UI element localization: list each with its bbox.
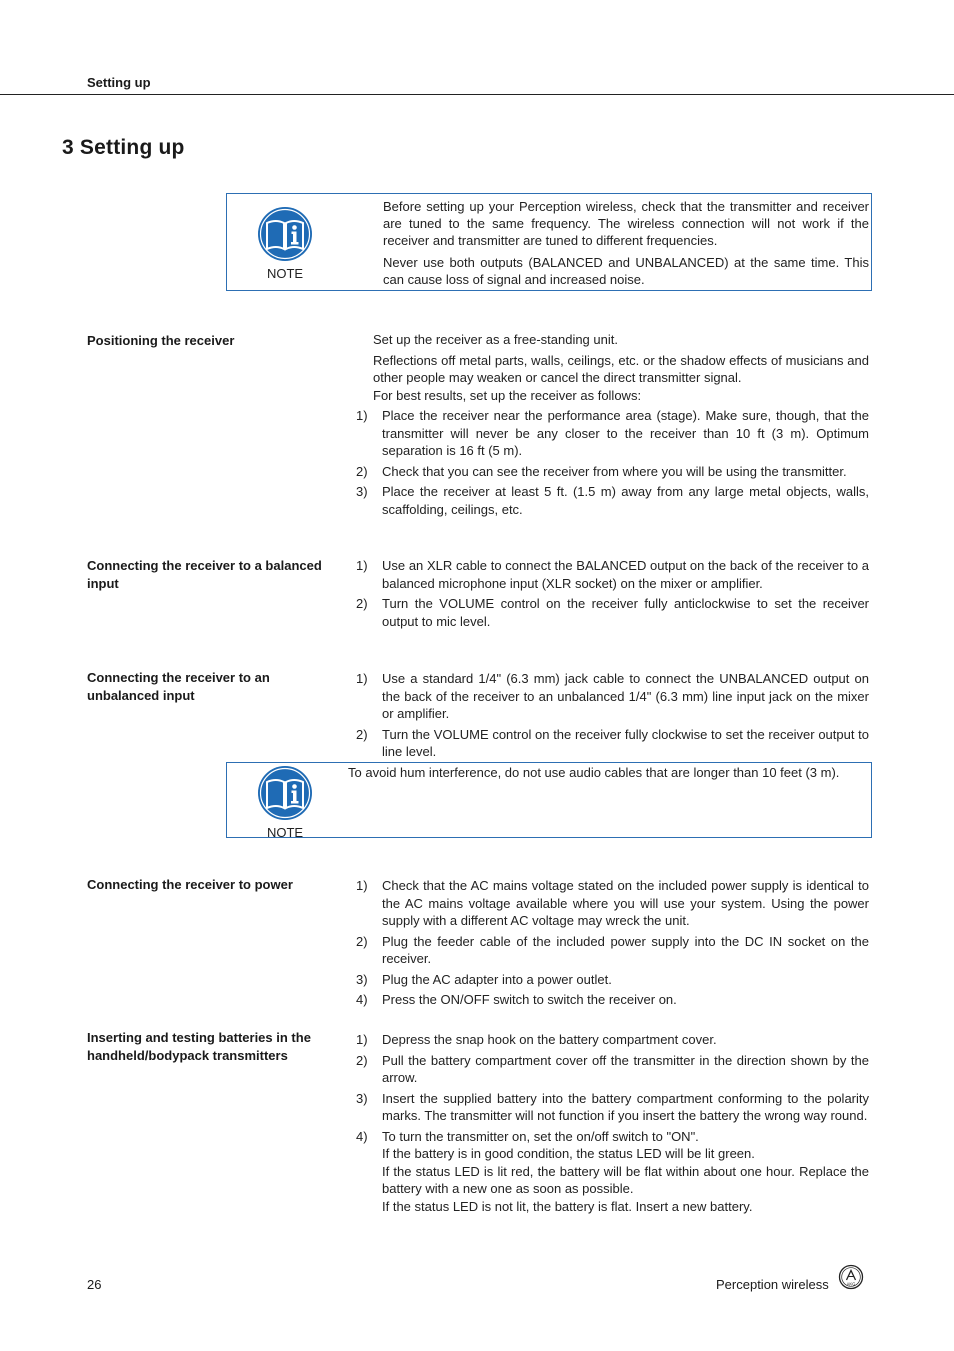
section-label-positioning: Positioning the receiver xyxy=(87,333,235,348)
akg-logo-icon xyxy=(838,1264,864,1290)
step-text: Insert the supplied battery into the battery compartment conforming to the polarity marks. The transmitter will not function if you insert the battery the wrong way round. xyxy=(382,1090,869,1123)
step-detail: If the status LED is lit red, the battery will be flat within about one hour. Replace the battery with a new one as soon as possible. xyxy=(382,1163,869,1196)
page-number: 26 xyxy=(87,1277,102,1292)
step-number: 1) xyxy=(356,878,368,893)
list-item xyxy=(356,407,869,460)
note-box-hum xyxy=(226,762,872,838)
step-text: Turn the VOLUME control on the receiver fully clockwise to set the receiver output to line level. xyxy=(382,726,869,759)
list-item xyxy=(356,557,869,592)
section-label-unbalanced: Connecting the receiver to an unbalanced input xyxy=(87,670,270,703)
step-number: 2) xyxy=(356,596,368,611)
note-box-frequency xyxy=(226,193,872,291)
list-item xyxy=(356,670,869,723)
step-text: Place the receiver at least 5 ft. (1.5 m) away from any large metal objects, walls, scaffolding, ceilings, etc. xyxy=(382,484,869,517)
note-paragraph: Before setting up your Perception wireless, check that the transmitter and receiver are tuned to the same frequency. The wireless connection will not work if the receiver and transmitter are tuned to different frequencies. xyxy=(383,199,869,248)
balanced-steps xyxy=(356,557,869,633)
list-item xyxy=(356,933,869,968)
list-item xyxy=(356,1031,869,1049)
list-item xyxy=(356,463,869,481)
positioning-intro xyxy=(373,331,869,407)
list-item xyxy=(356,726,869,761)
step-detail: If the status LED is not lit, the battery is flat. Insert a new battery. xyxy=(382,1198,753,1214)
positioning-steps xyxy=(356,407,869,521)
list-item xyxy=(356,1090,869,1125)
step-text: Place the receiver near the performance area (stage). Make sure, though, that the transmitter will never be any closer to the receiver than 10 ft (3 m). Optimum separation is 16 ft (5 m). xyxy=(382,408,869,458)
battery-steps xyxy=(356,1031,869,1218)
note-text xyxy=(383,198,869,293)
section-label-balanced: Connecting the receiver to a balanced input xyxy=(87,558,322,591)
unbalanced-steps xyxy=(356,670,869,764)
step-text: Use a standard 1/4" (6.3 mm) jack cable to connect the UNBALANCED output on the back of the receiver to an unbalanced 1/4" (6.3 mm) line input jack on the mixer or amplifier. xyxy=(382,671,869,721)
list-item xyxy=(356,1128,869,1216)
step-detail: If the battery is in good condition, the status LED will be lit green. xyxy=(382,1146,755,1161)
note-paragraph: Never use both outputs (BALANCED and UNBALANCED) at the same time. This can cause loss of signal and increased noise. xyxy=(383,255,869,287)
step-text: Pull the battery compartment cover off the transmitter in the direction shown by the arrow. xyxy=(382,1052,869,1085)
step-text: Use an XLR cable to connect the BALANCED output on the back of the receiver to a balanced microphone input (XLR socket) on the mixer or amplifier. xyxy=(382,558,869,591)
step-text: Depress the snap hook on the battery compartment cover. xyxy=(382,1032,717,1047)
intro-paragraph: Set up the receiver as a free-standing unit. xyxy=(373,332,618,347)
note-label: NOTE xyxy=(266,825,304,840)
step-text: To turn the transmitter on, set the on/off switch to "ON". xyxy=(382,1128,699,1144)
step-text: Plug the AC adapter into a power outlet. xyxy=(382,971,612,987)
header-rule xyxy=(0,94,954,95)
note-icon-group xyxy=(257,765,313,840)
footer-product-name: Perception wireless xyxy=(716,1277,829,1292)
list-item xyxy=(356,971,869,989)
step-number: 2) xyxy=(356,933,368,949)
note-icon-group xyxy=(257,206,313,281)
chapter-title: 3 Setting up xyxy=(62,136,185,159)
step-number: 2) xyxy=(356,1052,368,1068)
list-item xyxy=(356,877,869,930)
note-text: To avoid hum interference, do not use audio cables that are longer than 10 feet (3 m). xyxy=(348,765,840,780)
step-text: Check that you can see the receiver from where you will be using the transmitter. xyxy=(382,463,847,479)
intro-paragraph: Reflections off metal parts, walls, ceilings, etc. or the shadow effects of musicians and other people may weaken or cancel the direct transmitter signal. For best results, set up the receiver as follows: xyxy=(373,352,869,403)
list-item xyxy=(356,991,869,1009)
step-text: Check that the AC mains voltage stated on the included power supply is identical to the AC mains voltage available where you will use your system. Using the power supply with a different AC voltage may wreck the unit. xyxy=(382,878,869,928)
step-number: 1) xyxy=(356,671,368,686)
step-text: Plug the feeder cable of the included power supply into the DC IN socket on the receiver. xyxy=(382,933,869,966)
list-item xyxy=(356,595,869,630)
list-item xyxy=(356,483,869,518)
note-label: NOTE xyxy=(266,266,304,281)
step-number: 3) xyxy=(356,484,368,499)
step-number: 3) xyxy=(356,1090,368,1106)
step-number: 3) xyxy=(356,971,368,987)
step-number: 2) xyxy=(356,726,368,742)
running-head: Setting up xyxy=(87,75,151,90)
step-number: 1) xyxy=(356,558,368,573)
step-text: Turn the VOLUME control on the receiver fully anticlockwise to set the receiver output to mic level. xyxy=(382,596,869,629)
step-number: 1) xyxy=(356,408,368,423)
step-number: 4) xyxy=(356,992,368,1007)
step-number: 2) xyxy=(356,463,368,479)
power-steps xyxy=(356,877,869,1012)
list-item xyxy=(356,1052,869,1087)
step-text: Press the ON/OFF switch to switch the receiver on. xyxy=(382,992,677,1007)
section-label-power: Connecting the receiver to power xyxy=(87,877,293,892)
svg-text:AKG: AKG xyxy=(846,1281,856,1287)
step-number: 4) xyxy=(356,1128,368,1144)
step-number: 1) xyxy=(356,1032,368,1047)
section-label-batteries: Inserting and testing batteries in the handheld/bodypack transmitters xyxy=(87,1030,311,1063)
info-book-icon xyxy=(257,206,313,262)
info-book-icon xyxy=(257,765,313,821)
